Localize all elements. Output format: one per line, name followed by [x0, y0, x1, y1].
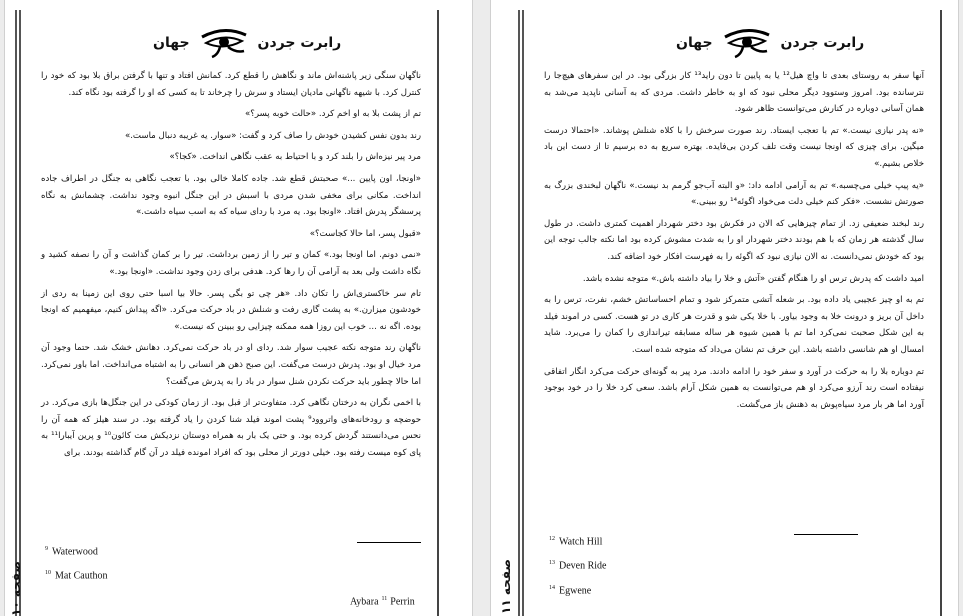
paragraph: «نمی دونم. اما اونجا بود.» کمان و تیر را از زمین برداشت. تیر را بر کمان گذاشت و آن را نصفه کشید و نگاه داشت ولی بعد به آرامی آن را رها کرد. هدفی برای زدن وجود نداشت. «اونجا بود.» — [41, 250, 421, 277]
paragraph: مرد پیر نیزه‌اش را بلند کرد و با احتیاط به عقب نگاهی انداخت. «کجا؟» — [169, 152, 421, 163]
eye-of-horus-icon — [721, 27, 773, 59]
page-header — [676, 20, 864, 66]
left-page — [4, 0, 473, 616]
page-header — [153, 20, 341, 66]
paragraph: «یه پیپ خیلی می‌چسبه.» تم به آرامی ادامه داد: «و البته آب‌جو گرمم بد نیست.» ناگهان لبخندی بزرگ به صورتش نشست. «فکر کنم خیلی دلت می‌خواد اگوئه¹⁴ رو ببینی.» — [544, 180, 924, 208]
paragraph: آنها سفر به روستای بعدی تا واچ هیل¹² یا به پایین تا دون راید¹³ کار بزرگی بود. در این سفرهای هیچ‌جا را نترسانده بود. امروز وستوود دیگر محلی نبود که او به خاطر داشت. مردی که به آسانی ناپدید می‌شد به همان آسانی دوباره در کنارش می‌توانست ظاهر شود. — [544, 71, 924, 115]
footnote: $^{14}$ Egwene — [549, 584, 592, 596]
paragraph: ناگهان رند متوجه نکته عجیب سوار شد. ردای او در باد حرکت نمی‌کرد. دهانش خشک شد. حتما وجود آن مرد خیال او بود. پدرش درست می‌گفت. این صبح ذهن هر انسانی را به اشتباه می‌انداخت. اما باور نمی‌کرد. اما حالا چطور باید حرکت نکردن شنل سوار در باد را به پدرش می‌گفت؟ — [41, 343, 421, 387]
body-text — [544, 68, 924, 418]
paragraph: رند بدون نفس کشیدن خودش را صاف کرد و گفت: «سوار. یه غریبه دنبال ماست.» — [124, 130, 421, 141]
footnote-rule — [357, 542, 421, 543]
paragraph: ناگهان سنگی زیر پاشنه‌اش ماند و نگاهش را قطع کرد. کمانش افتاد و تنها با گرفتن براق بلا بود که خود را کنترل کرد. با شیهه ناگهانی مادیان ایستاد و سرش را چرخاند تا به کسی که او را گرفته بود نگاه کند. — [41, 71, 421, 98]
right-page — [490, 0, 959, 616]
header-author: رابرت جردن — [780, 35, 865, 51]
footnote-rule — [794, 534, 858, 535]
footnote-right: Aybara $^{11}$ Perrin — [350, 596, 415, 608]
page-number: صفحه ۱٠ — [9, 561, 23, 616]
footnote: $^9$ Waterwood — [45, 546, 98, 558]
left-margin-rule — [518, 10, 524, 616]
eye-of-horus-icon — [198, 27, 250, 59]
header-author: رابرت جردن — [257, 35, 342, 51]
paragraph: تم دوباره بلا را به حرکت در آورد و سفر خود را ادامه دادند. مرد پیر به گونه‌ای حرکت می‌کرد انگار اتفاقی نیفتاده است رند آرزو می‌کرد او هم می‌توانست به همین شکل آرام باشد. سعی کرد خلا را در خود بوجود آورد اما هر بار مرد سیاه‌پوش به ذهنش باز می‌گشت. — [544, 366, 924, 410]
paragraph: تم به او چیز عجیبی یاد داده بود. بر شعله آتشی متمرکز شود و تمام احساساتش خشم، نفرت، ترس را به داخل آن بریز و درونت خلا به وجود بیاور. با خلا یکی شو و قدرت هر کاری در تو هست. کسی در اموند فیلد به این شکل صحبت نمی‌کرد اما تم با همین شیوه هر ساله مسابقه تیراندازی را کمان را می‌برد. شاید امسال او هم شانسی داشته باشد. این حرف تم نشان می‌داد که متوجه شده است. — [544, 295, 924, 355]
body-text — [41, 68, 421, 466]
header-title: جهان — [153, 35, 190, 51]
footnote: $^{13}$ Deven Ride — [549, 560, 607, 572]
paragraph: «قبول پسر، اما حالا کجاست؟» — [309, 228, 421, 239]
footnotes — [45, 546, 108, 595]
left-margin-rule — [15, 10, 21, 616]
paragraph: «اونجا، اون پایین ...» صحبتش قطع شد. جاده کاملا خالی بود. با تعجب نگاهی به جنگل در اطراف جاده انداخت. مکانی برای مخفی شدن مردی با اسبش در این جنگل انبوه وجود نداشت. چشمانش به نگاه پرسشگر پدرش افتاد. «اونجا بود. یه مرد با ردای سیاه که به اسب سیاه داشت.» — [41, 173, 421, 218]
paragraph: تام سر خاکستری‌اش را تکان داد. «هر چی تو بگی پسر. حالا بیا اسبا حتی روی این زمینا به ردی از خودشون میزارن.» به پشت گاری رفت و شنلش در باد حرکت می‌کرد. «اگه پیداش کنیم، میفهمیم که اونجا بوده. اگه نه ... خوب این روزا همه ممکنه چیزایی رو ببینن که نیست.» — [41, 288, 421, 332]
paragraph: با اخمی نگران به درختان نگاهی کرد. متفاوت‌تر از قبل بود. از زمان کودکی در این جنگل‌ها بازی می‌کرد. در حوضچه و رودخانه‌های واتروود⁹ پشت اموند فیلد شنا کردن را یاد گرفته بود. در سند هیلز که همه آن را نحس می‌دانستند گردش کرده بود. و حتی یک بار به همراه دوستان نزدیکش مت کائون¹⁰ و پرین آیبارا¹¹ به پای کوه میست رفته بود. خیلی دورتر از محلی بود که افراد امونده فیلد در آن گام گذاشته بودند. برای — [41, 398, 422, 458]
page-number: صفحه ۱۱ — [499, 559, 513, 614]
paragraph: «نه پدر نیازی نیست.» تم با تعجب ایستاد. رند صورت سرخش را با کلاه شنلش پوشاند. «احتمالا درست میگین. برای چیزی که اونجا نیست وقت تلف کردن بی‌فایده. بهتره سریع به ده برسیم تا از دست این باد خلاص بشیم.» — [544, 125, 924, 169]
footnotes — [549, 536, 607, 609]
header-title: جهان — [676, 35, 713, 51]
right-margin-rule — [940, 10, 942, 616]
paragraph: رند لبخند ضعیفی زد. از تمام چیزهایی که الان در فکرش بود دختر شهردار اهمیت کمتری داشت. در طول سال گذشته هر زمان که با هم بودند دختر شهردار او را به شدت مشوش کرده بود اما نکته جالب توجه این بود که خودش نمی‌دانست. نه الان نیازی نبود که اگوئه را به فهرست افکار خود اضافه کند. — [544, 218, 924, 262]
right-margin-rule — [437, 10, 439, 616]
paragraph: امید داشت که پدرش ترس او را هنگام گفتن «آتش و خلا را بیاد داشته باش.» متوجه نشده باشد. — [582, 273, 924, 284]
footnote: $^{10}$ Mat Cauthon — [45, 570, 108, 582]
paragraph: تم از پشت بلا به او اخم کرد. «حالت خوبه پسر؟» — [245, 109, 421, 120]
footnote: $^{12}$ Watch Hill — [549, 536, 603, 548]
